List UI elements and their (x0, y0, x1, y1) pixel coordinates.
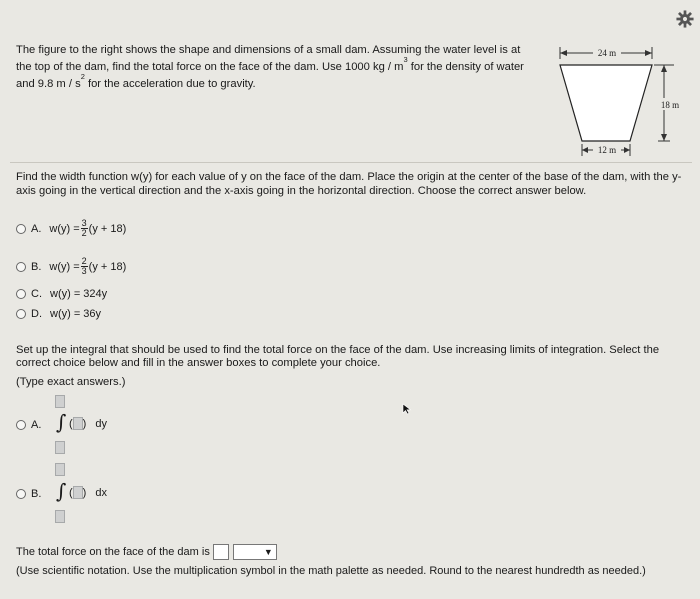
problem-text: for the acceleration due to gravity. (84, 78, 256, 90)
problem-text: for the density of water (407, 61, 524, 73)
choice-letter: A. (31, 222, 42, 235)
unit-dropdown[interactable] (233, 544, 277, 560)
radio-button[interactable] (16, 420, 26, 430)
problem-text: the top of the dam, find the total force on the face of the dam. Use 1000 kg / m (16, 61, 404, 73)
final-answer-row (16, 544, 277, 560)
radio-button[interactable] (16, 309, 26, 319)
choice-1c[interactable] (16, 288, 107, 300)
denominator: 2 (81, 228, 87, 238)
lower-limit-input[interactable] (55, 510, 65, 523)
problem-line-2 (16, 55, 536, 76)
mouse-pointer-icon (402, 403, 414, 415)
fraction (81, 257, 88, 276)
integral-sign: ∫ (56, 479, 67, 503)
radio-button[interactable] (16, 289, 26, 299)
integrand-input[interactable] (73, 417, 83, 430)
exponent: 2 (80, 72, 85, 81)
final-answer-note: (Use scientific notation. Use the multiplication symbol in the math palette as needed. Round to the nearest hundredth as needed.) (16, 565, 646, 577)
divider (10, 162, 692, 163)
choice-rhs: (y + 18) (88, 260, 127, 273)
choice-2b[interactable] (16, 488, 49, 500)
gear-icon[interactable] (676, 10, 694, 28)
numerator: 3 (81, 218, 87, 228)
choice-1d[interactable] (16, 308, 101, 320)
denominator: 3 (81, 266, 87, 276)
lower-limit-input[interactable] (55, 441, 65, 454)
choice-letter: A. (31, 419, 42, 431)
problem-line-3 (16, 72, 536, 93)
choice-1b[interactable] (16, 257, 126, 276)
differential: dy (95, 417, 107, 430)
problem-text: and 9.8 m / s (16, 78, 81, 90)
height-label: 18 m (660, 100, 680, 110)
chevron-down-icon: ▼ (263, 547, 273, 557)
dam-trapezoid (560, 65, 652, 141)
dam-figure (550, 38, 690, 168)
integrand-group: ( ) dy (69, 417, 107, 430)
choice-lhs: w(y) = (49, 260, 80, 273)
radio-button[interactable] (16, 262, 26, 272)
radio-button[interactable] (16, 224, 26, 234)
choice-letter: C. (31, 288, 42, 300)
integrand-input[interactable] (73, 486, 83, 499)
choice-1a[interactable] (16, 219, 126, 238)
integrand-group: ( ) dx (69, 486, 107, 499)
numerator: 2 (81, 256, 87, 266)
problem-statement (16, 42, 536, 93)
exponent: 3 (403, 55, 408, 64)
choice-expression: w(y) = 36y (50, 308, 102, 320)
choice-lhs: w(y) = (49, 222, 80, 235)
choice-letter: B. (31, 260, 42, 273)
integral-sign: ∫ (56, 410, 67, 434)
problem-line-1: The figure to the right shows the shape and dimensions of a small dam. Assuming the water level is at (16, 44, 521, 56)
bottom-width-label: 12 m (597, 145, 617, 155)
final-answer-text: The total force on the face of the dam is (16, 546, 210, 558)
total-force-input[interactable] (213, 544, 229, 560)
fraction (81, 219, 88, 238)
answer-format-note: (Type exact answers.) (16, 376, 126, 388)
question-2-prompt: Set up the integral that should be used to find the total force on the face of the dam. Use increasing limits of integration. Select the correct choice below and fill in the answer boxes to complete your choice. (16, 344, 660, 369)
upper-limit-input[interactable] (55, 463, 65, 476)
choice-2a[interactable] (16, 419, 49, 431)
choice-expression: w(y) = 324y (50, 288, 108, 300)
differential: dx (95, 486, 107, 499)
radio-button[interactable] (16, 489, 26, 499)
upper-limit-input[interactable] (55, 395, 65, 408)
choice-letter: D. (31, 308, 42, 320)
choice-rhs: (y + 18) (88, 222, 127, 235)
top-width-label: 24 m (597, 48, 617, 58)
choice-letter: B. (31, 488, 42, 500)
question-1-prompt: Find the width function w(y) for each value of y on the face of the dam. Place the origin at the center of the base of the dam, with the y-axis going in the vertical direction and the x-axis going in the horizontal direction. Choose the correct answer below. (16, 171, 682, 197)
